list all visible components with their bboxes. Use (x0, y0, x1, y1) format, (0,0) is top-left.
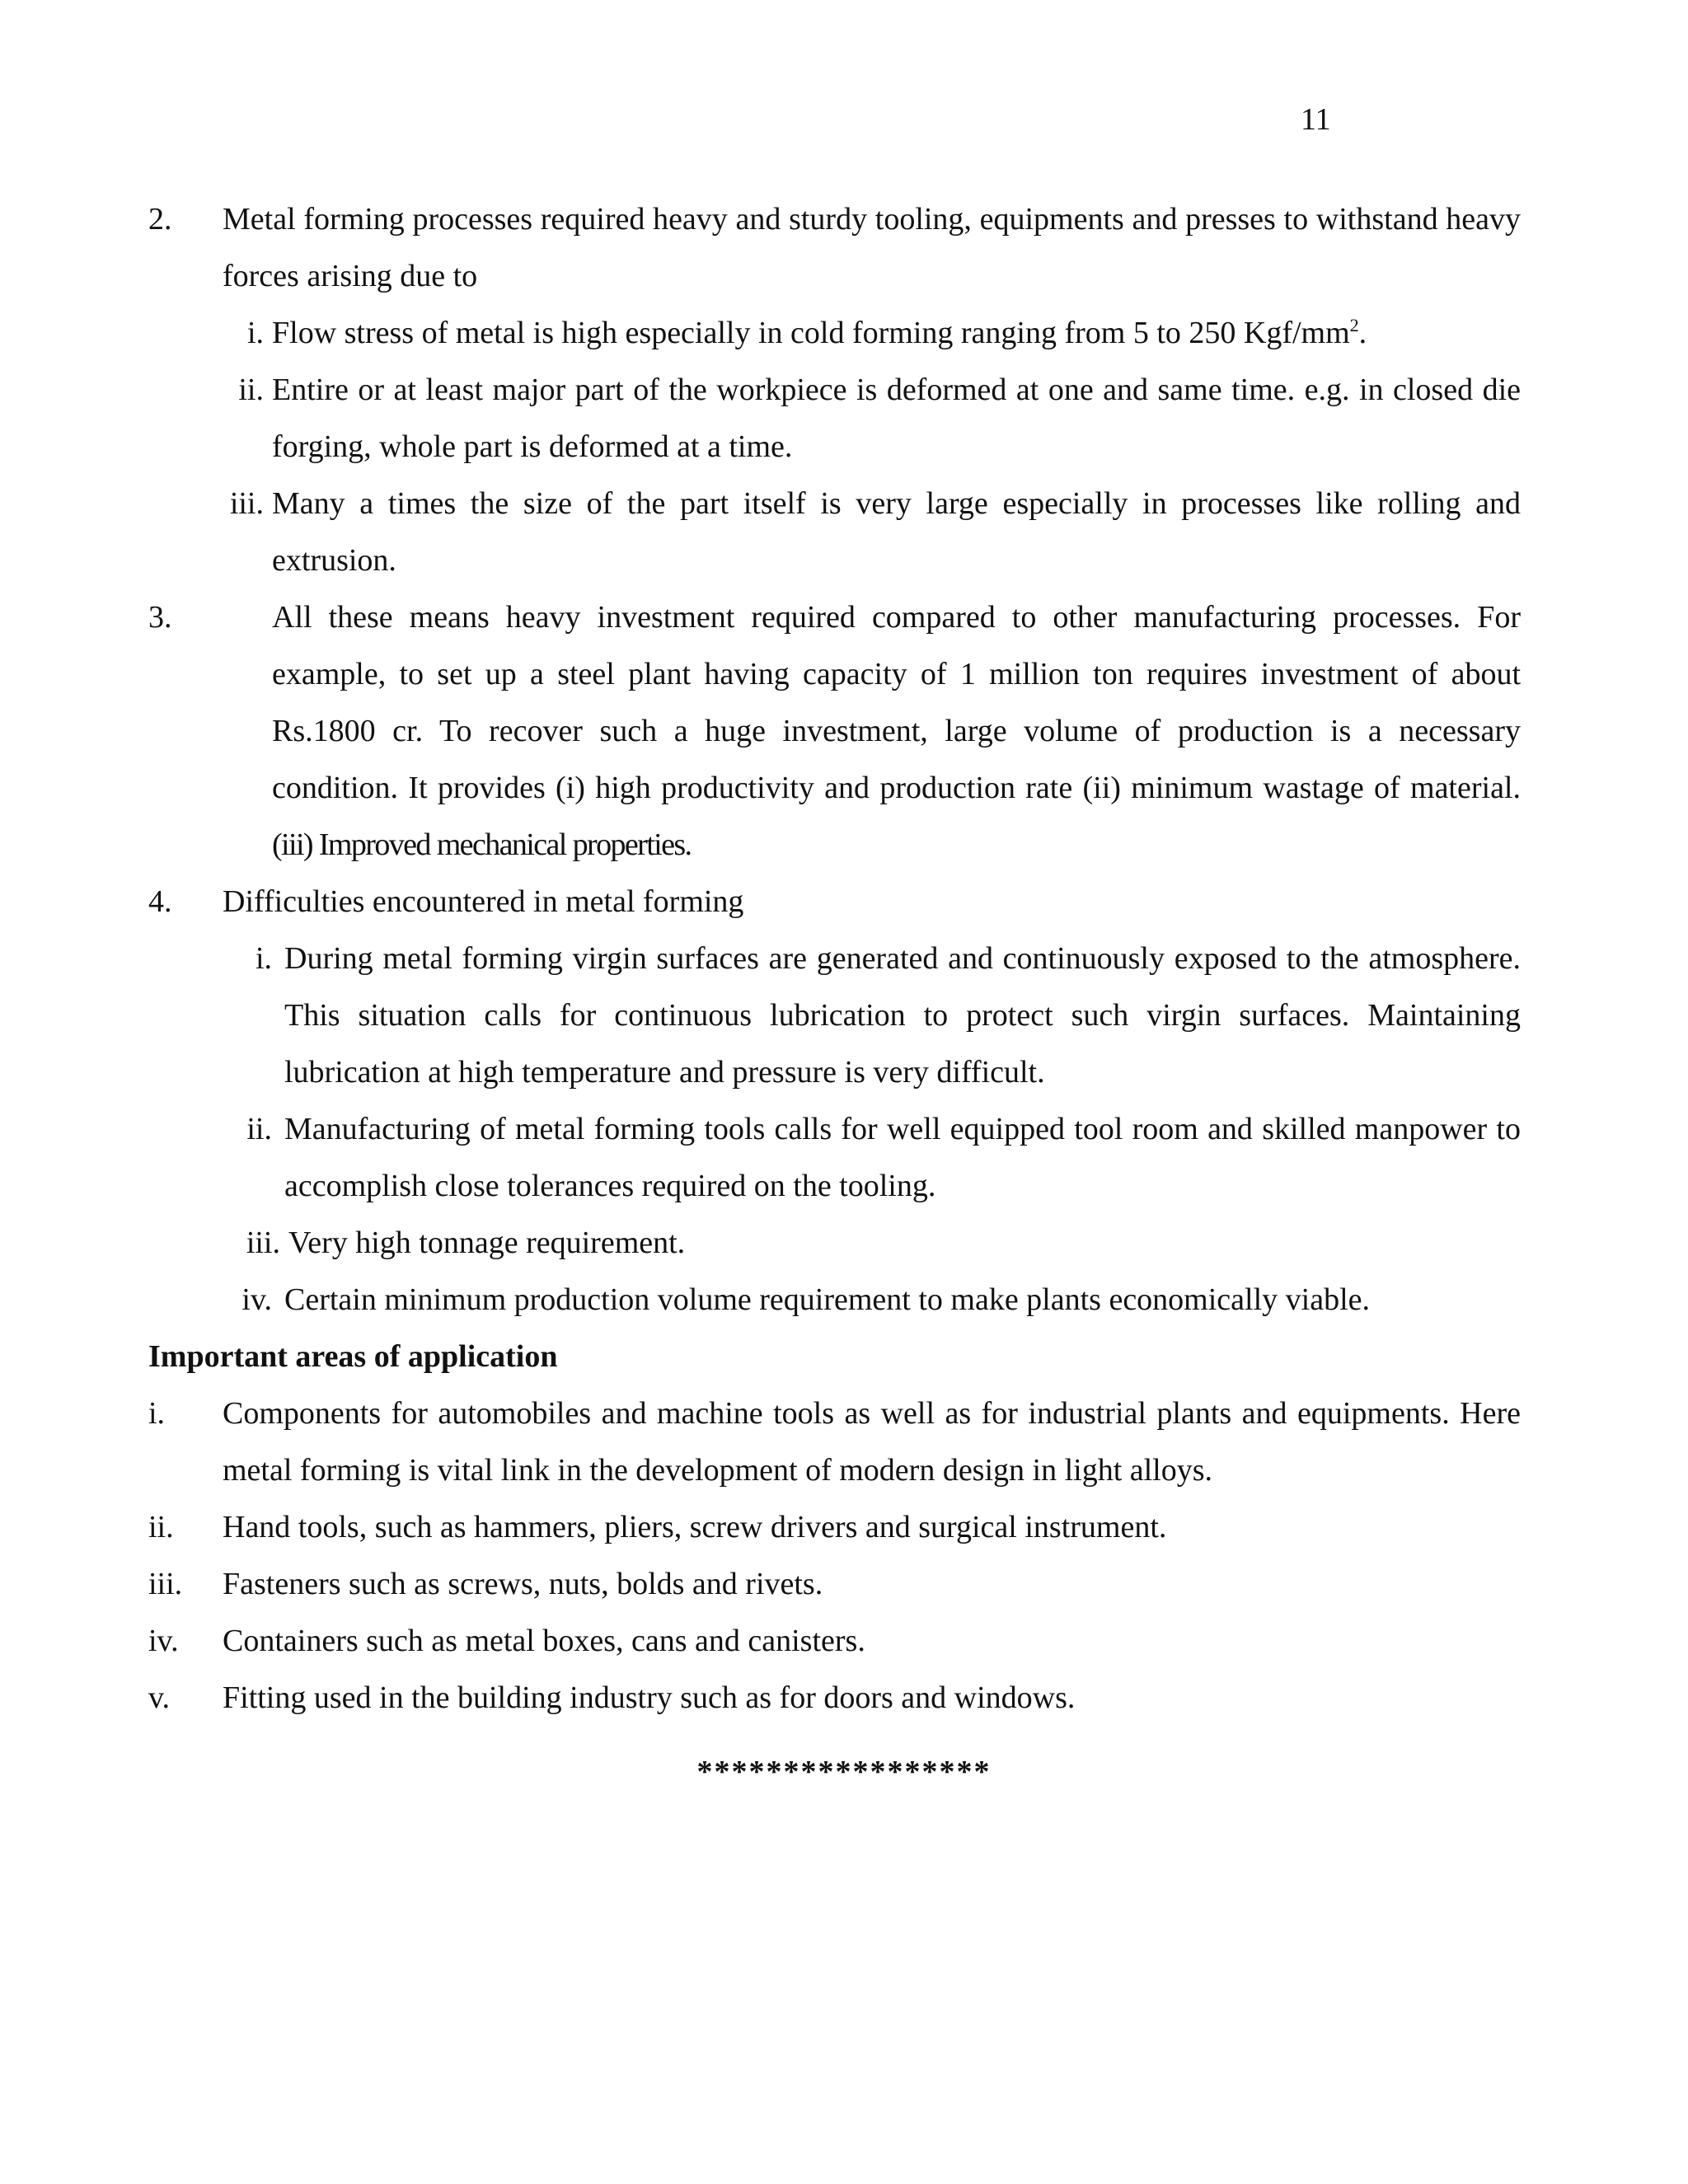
application-item-v (148, 1670, 1521, 1727)
end-marker: ***************** (696, 1755, 992, 1789)
item-text: Components for automobiles and machine tools as well as for industrial plants and equipments. Here metal forming is vital link in the development of modern design in light alloys. (223, 1396, 1521, 1488)
item-text: Entire or at least major part of the workpiece is deformed at one and same time. e.g. in closed die forging, whole part is deformed at a time. (272, 373, 1521, 464)
sub-item-4-iii (148, 1215, 1521, 1272)
sub-item-4-iv (148, 1272, 1521, 1329)
item-text: Metal forming processes required heavy and sturdy tooling, equipments and presses to withstand heavy forces arising due to (223, 202, 1521, 293)
item-text: Fitting used in the building industry such as for doors and windows. (223, 1680, 1076, 1715)
list-item-2 (148, 191, 1521, 305)
item-text: Fasteners such as screws, nuts, bolds and rivets. (223, 1567, 823, 1601)
sub-item-4-ii (148, 1101, 1521, 1215)
item-text: Containers such as metal boxes, cans and canisters. (223, 1624, 865, 1658)
sub-item-2-iii (148, 476, 1521, 589)
list-item-4 (148, 874, 1521, 930)
item-number: i. (255, 941, 272, 976)
item-text: Many a times the size of the part itself is very large especially in processes like rolling and extrusion. (272, 486, 1521, 578)
item-number: iii. (229, 486, 264, 521)
item-text: Certain minimum production volume requirement to make plants economically viable. (284, 1282, 1370, 1317)
application-item-ii (148, 1499, 1521, 1556)
list-item-3 (148, 589, 1521, 874)
item-text: Difficulties encountered in metal forming (223, 884, 744, 919)
item-number: i. (246, 316, 264, 350)
application-item-iv (148, 1613, 1521, 1670)
item-text: Hand tools, such as hammers, pliers, screw drivers and surgical instrument. (223, 1510, 1167, 1544)
document-body (148, 191, 1521, 1727)
sub-item-2-ii (148, 362, 1521, 476)
item-number: iv. (148, 1624, 179, 1658)
page-number: 11 (1301, 102, 1331, 137)
item-number: ii. (246, 1112, 272, 1146)
item-text-tail: . (1358, 316, 1367, 350)
item-text: Very high tonnage requirement. (288, 1226, 686, 1260)
item-text-tail: (iii) Improved mechanical properties. (272, 827, 692, 862)
item-number: 4. (148, 884, 172, 919)
section-heading: Important areas of application (148, 1339, 558, 1374)
item-number: 2. (148, 202, 172, 237)
sub-item-4-i (148, 930, 1521, 1101)
application-item-i (148, 1385, 1521, 1499)
item-number: 3. (148, 600, 172, 635)
item-number: ii. (238, 373, 264, 407)
sub-item-2-i (148, 305, 1521, 362)
item-text: During metal forming virgin surfaces are generated and continuously exposed to the atmosphere. This situation calls for continuous lubrication to protect such virgin surfaces. Maintaining lubrication at high temperature and pressure is very difficult. (284, 941, 1521, 1090)
item-number: iii. (148, 1567, 183, 1601)
item-text: Flow stress of metal is high especially in cold forming ranging from 5 to 250 Kgf/mm (272, 316, 1350, 350)
superscript: 2 (1349, 315, 1359, 335)
application-item-iii (148, 1556, 1521, 1613)
item-text: All these means heavy investment required compared to other manufacturing processes. For example, to set up a steel plant having capacity of 1 million ton requires investment of about Rs.1800 cr. To recover such a huge investment, large volume of production is a necessary condition. It provides (i) high productivity and production rate (ii) minimum wastage of material. (272, 600, 1521, 805)
item-number: iv. (241, 1282, 272, 1317)
item-number: i. (148, 1396, 166, 1431)
item-number: ii. (148, 1510, 174, 1544)
item-number: iii. (246, 1226, 280, 1260)
item-number: v. (148, 1680, 171, 1715)
item-text: Manufacturing of metal forming tools calls for well equipped tool room and skilled manpower to accomplish close tolerances required on the tooling. (284, 1112, 1521, 1203)
